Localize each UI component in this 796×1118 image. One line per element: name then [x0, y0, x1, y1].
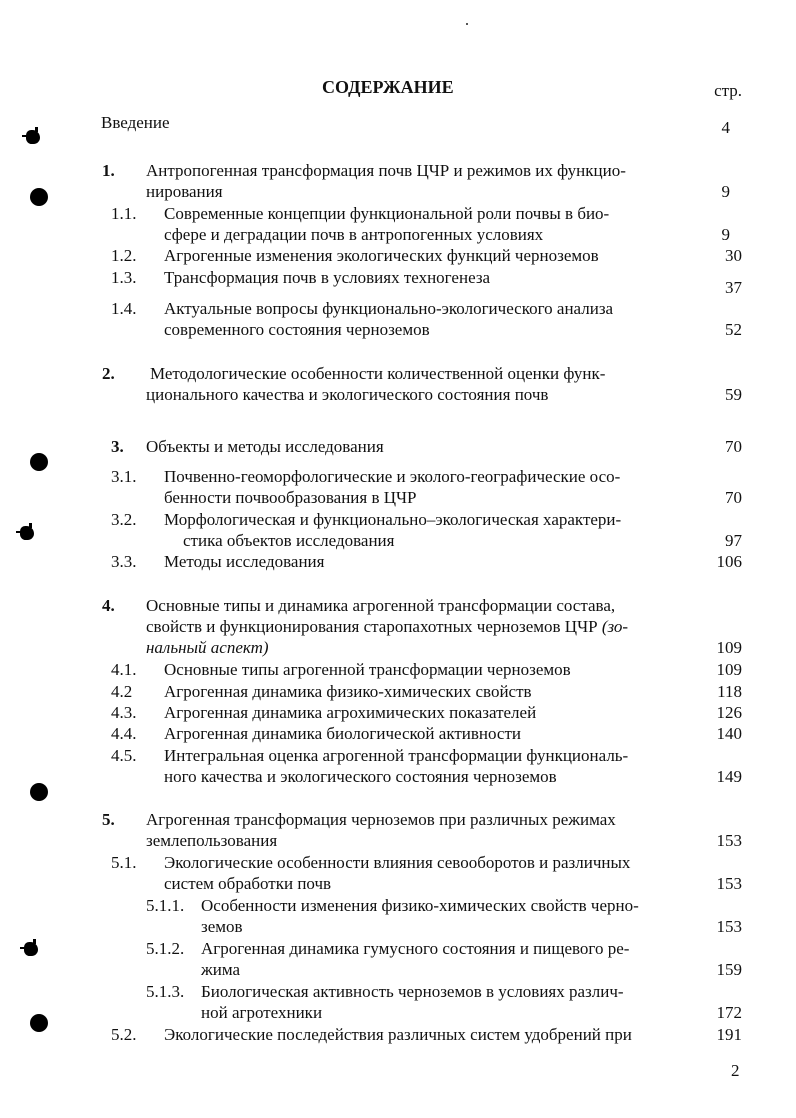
toc-s5-1-line2: систем обработки почв — [164, 874, 332, 893]
toc-intro-title: Введение — [101, 113, 170, 132]
toc-s4-4-line1: Агрогенная динамика биологической активности — [164, 724, 522, 743]
toc-s4-line1: Основные типы и динамика агрогенной трансформации состава, — [146, 596, 616, 615]
toc-s4-line2 — [146, 616, 628, 637]
toc-s4-2-num: 4.2 — [111, 682, 133, 701]
toc-s3-1-line2: бенности почвообразования в ЦЧР — [164, 488, 417, 507]
toc-s3-2-num: 3.2. — [111, 510, 137, 529]
toc-s3-3-num: 3.3. — [111, 552, 137, 571]
toc-s4-3-page: 126 — [716, 703, 742, 722]
toc-s5-1-2-num: 5.1.2. — [146, 939, 185, 958]
toc-s1-3-line1: Трансформация почв в условиях техногенеза — [164, 268, 491, 287]
toc-s2-line2: ционального качества и экологического состояния почв — [146, 385, 549, 404]
toc-intro-page: 4 — [721, 118, 730, 137]
toc-s4-1-line1: Основные типы агрогенной трансформации черноземов — [164, 660, 571, 679]
toc-s5-1-line1: Экологические особенности влияния севооборотов и различных — [164, 853, 631, 872]
toc-s5-1-2-line1: Агрогенная динамика гумусного состояния и пищевого ре- — [201, 939, 630, 958]
toc-s1-1-line1: Современные концепции функциональной роли почвы в био- — [164, 204, 610, 223]
toc-s4-line2-italic: (зо- — [601, 617, 629, 636]
toc-s3-2-page: 97 — [725, 531, 742, 550]
toc-s5-1-1-page: 153 — [716, 917, 742, 936]
toc-s4-line3-italic: нальный аспект) — [146, 638, 269, 657]
toc-s5-2-page: 191 — [716, 1025, 742, 1044]
toc-s3-2-line2: стика объектов исследования — [183, 531, 395, 550]
punch-hole — [30, 1014, 48, 1032]
toc-s1-4-line2: современного состояния черноземов — [164, 320, 430, 339]
scan-mark — [26, 130, 40, 144]
toc-s4-5-line2: ного качества и экологического состояния черноземов — [164, 767, 557, 786]
punch-hole — [30, 453, 48, 471]
toc-s4-5-line1: Интегральная оценка агрогенной трансформации функциональ- — [164, 746, 629, 765]
toc-s5-1-page: 153 — [716, 874, 742, 893]
toc-s5-1-3-page: 172 — [716, 1003, 742, 1022]
toc-s5-1-num: 5.1. — [111, 853, 137, 872]
toc-s5-2-line1: Экологические последействия различных систем удобрений при — [164, 1025, 632, 1044]
toc-s1-num: 1. — [102, 161, 115, 180]
toc-s4-num: 4. — [102, 596, 115, 615]
toc-s1-2-num: 1.2. — [111, 246, 137, 265]
toc-s5-1-2-line2: жима — [201, 960, 241, 979]
toc-s1-1-num: 1.1. — [111, 204, 137, 223]
toc-s5-num: 5. — [102, 810, 115, 829]
toc-s4-3-num: 4.3. — [111, 703, 137, 722]
toc-s1-2-line1: Агрогенные изменения экологических функций черноземов — [164, 246, 599, 265]
page-title: СОДЕРЖАНИЕ — [322, 77, 454, 97]
toc-s4-page: 109 — [716, 638, 742, 657]
toc-s5-line2: землепользования — [146, 831, 278, 850]
punch-hole — [30, 783, 48, 801]
toc-s1-line1: Антропогенная трансформация почв ЦЧР и режимов их функцио- — [146, 161, 626, 180]
toc-s4-line2-text: свойств и функционирования старопахотных черноземов ЦЧР — [146, 617, 602, 636]
punch-hole — [30, 188, 48, 206]
toc-s5-2-num: 5.2. — [111, 1025, 137, 1044]
toc-s3-line1: Объекты и методы исследования — [146, 437, 384, 456]
toc-s4-3-line1: Агрогенная динамика агрохимических показателей — [164, 703, 537, 722]
toc-s2-num: 2. — [102, 364, 115, 383]
toc-s5-line1: Агрогенная трансформация черноземов при различных режимах — [146, 810, 616, 829]
toc-s5-1-3-line2: ной агротехники — [201, 1003, 323, 1022]
page-column-label: стр. — [714, 81, 742, 100]
toc-s1-4-num: 1.4. — [111, 299, 137, 318]
toc-s3-page: 70 — [725, 437, 742, 456]
scan-mark — [24, 942, 38, 956]
toc-s4-5-num: 4.5. — [111, 746, 137, 765]
scan-speck — [466, 23, 468, 25]
toc-s5-1-1-line1: Особенности изменения физико-химических свойств черно- — [201, 896, 639, 915]
toc-s3-1-num: 3.1. — [111, 467, 137, 486]
toc-s1-line2: нирования — [146, 182, 223, 201]
toc-s5-1-1-num: 5.1.1. — [146, 896, 185, 915]
toc-s3-2-line1: Морфологическая и функционально–экологическая характери- — [164, 510, 622, 529]
toc-s4-line3 — [146, 637, 269, 658]
toc-s4-4-num: 4.4. — [111, 724, 137, 743]
toc-s3-1-line1: Почвенно-геоморфологические и эколого-географические осо- — [164, 467, 621, 486]
toc-s2-line1: Методологические особенности количественной оценки функ- — [150, 364, 606, 383]
toc-s4-4-page: 140 — [716, 724, 742, 743]
scan-mark — [20, 526, 34, 540]
toc-s4-2-line1: Агрогенная динамика физико-химических свойств — [164, 682, 532, 701]
toc-s5-1-1-line2: земов — [201, 917, 243, 936]
toc-s3-num: 3. — [111, 437, 124, 456]
toc-s1-1-page: 9 — [721, 225, 730, 244]
toc-s1-4-line1: Актуальные вопросы функционально-экологического анализа — [164, 299, 614, 318]
toc-s4-5-page: 149 — [716, 767, 742, 786]
toc-s3-3-page: 106 — [716, 552, 742, 571]
toc-s5-1-3-line1: Биологическая активность черноземов в условиях различ- — [201, 982, 624, 1001]
toc-s1-4-page: 52 — [725, 320, 742, 339]
toc-s1-1-line2: сфере и деградации почв в антропогенных условиях — [164, 225, 544, 244]
toc-s5-1-3-num: 5.1.3. — [146, 982, 185, 1001]
toc-s2-page: 59 — [725, 385, 742, 404]
toc-s4-1-num: 4.1. — [111, 660, 137, 679]
toc-s4-2-page: 118 — [717, 682, 742, 701]
toc-s1-2-page: 30 — [725, 246, 742, 265]
toc-s3-3-line1: Методы исследования — [164, 552, 325, 571]
toc-s5-1-2-page: 159 — [716, 960, 742, 979]
toc-s1-3-page: 37 — [725, 278, 742, 297]
page-number: 2 — [731, 1061, 740, 1080]
toc-s4-1-page: 109 — [716, 660, 742, 679]
toc-s5-page: 153 — [716, 831, 742, 850]
toc-s1-page: 9 — [721, 182, 730, 201]
toc-s1-3-num: 1.3. — [111, 268, 137, 287]
toc-s3-1-page: 70 — [725, 488, 742, 507]
